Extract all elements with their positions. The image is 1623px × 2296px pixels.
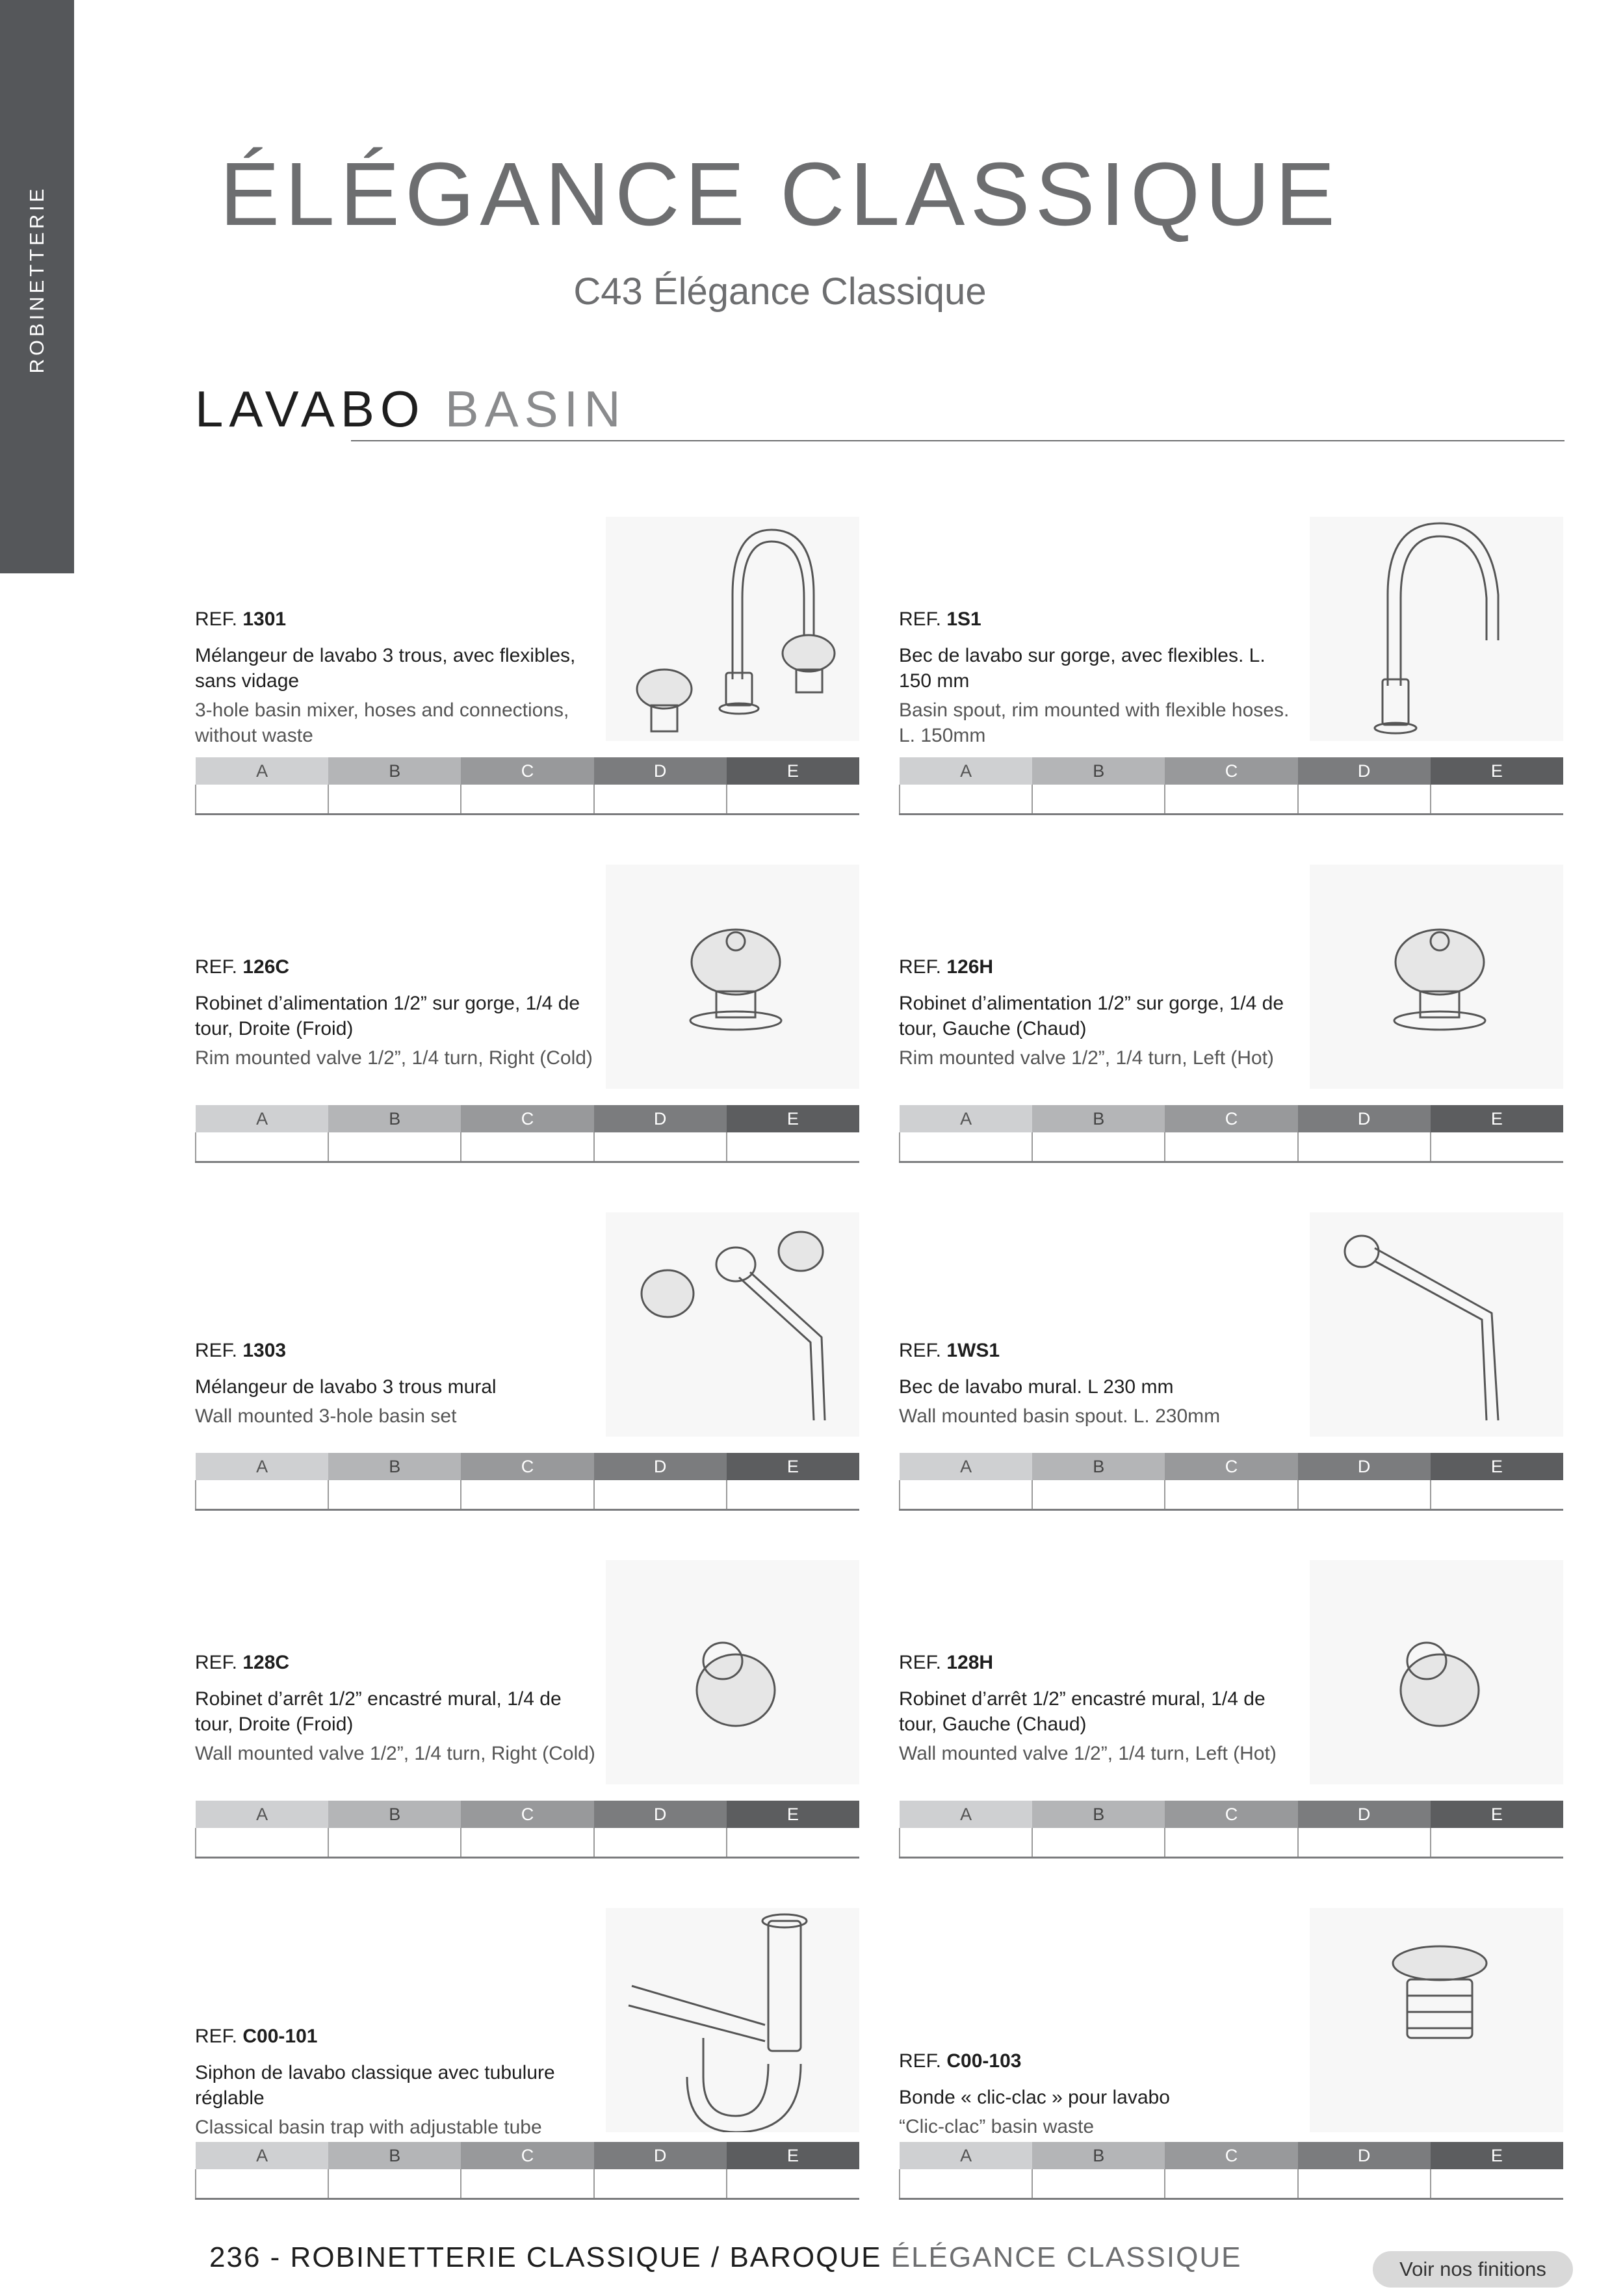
product-ref: REF. 1301 — [195, 608, 287, 630]
finish-table — [899, 757, 1563, 815]
product-ref: REF. 128C — [195, 1652, 290, 1673]
product-card — [195, 1908, 859, 2210]
product-card — [899, 1560, 1563, 1862]
finish-cell — [1298, 1132, 1431, 1162]
finish-cell — [1032, 1132, 1165, 1162]
finish-header-a: A — [900, 757, 1032, 785]
product-description-en: Wall mounted 3-hole basin set — [195, 1405, 457, 1427]
finish-cell — [328, 1828, 461, 1858]
product-info — [899, 1339, 1302, 1429]
product-description-en: Rim mounted valve 1/2”, 1/4 turn, Left (Hot) — [899, 1047, 1274, 1069]
finish-header-e: E — [727, 1801, 859, 1828]
product-description-en: Rim mounted valve 1/2”, 1/4 turn, Right (Cold) — [195, 1047, 593, 1069]
three-hole-mixer-icon — [606, 517, 859, 741]
section-divider — [351, 440, 1565, 441]
product-ref: REF. C00-101 — [195, 2026, 318, 2047]
finish-header-d: D — [594, 1453, 727, 1480]
finish-cell — [1298, 1480, 1431, 1510]
section-title — [195, 380, 627, 437]
finish-cell — [1298, 785, 1431, 815]
product-description-en: Wall mounted basin spout. L. 230mm — [899, 1405, 1221, 1427]
product-info — [899, 956, 1302, 1071]
finish-header-e: E — [1431, 1453, 1563, 1480]
finish-cell — [594, 2169, 727, 2199]
finish-table — [899, 2142, 1563, 2200]
product-description-en: Wall mounted valve 1/2”, 1/4 turn, Right (Cold) — [195, 1743, 595, 1764]
finish-cell — [727, 1480, 859, 1510]
finish-header-d: D — [594, 1801, 727, 1828]
finish-cell — [900, 1132, 1032, 1162]
finish-header-d: D — [1298, 757, 1431, 785]
finish-cell — [196, 1132, 328, 1162]
section-title-fr: LAVABO — [195, 380, 426, 437]
product-info — [899, 608, 1302, 748]
finish-cell — [196, 785, 328, 815]
finish-cell — [900, 785, 1032, 815]
finish-cell — [196, 2169, 328, 2199]
product-card — [195, 1212, 859, 1515]
product-description-fr: Mélangeur de lavabo 3 trous mural — [195, 1376, 497, 1398]
finish-cell — [727, 785, 859, 815]
finish-header-c: C — [461, 1453, 593, 1480]
finish-header-c: C — [461, 2142, 593, 2169]
footer-category: ROBINETTERIE CLASSIQUE / BAROQUE — [290, 2241, 882, 2273]
finish-header-b: B — [328, 2142, 461, 2169]
finish-cell — [328, 1480, 461, 1510]
finish-header-b: B — [328, 1105, 461, 1132]
product-ref: REF. 128H — [899, 1652, 994, 1673]
finish-header-d: D — [1298, 1453, 1431, 1480]
basin-trap-icon — [606, 1908, 859, 2132]
finish-cell — [196, 1828, 328, 1858]
finish-header-a: A — [196, 1801, 328, 1828]
finish-header-b: B — [1032, 1105, 1165, 1132]
clic-clac-waste-icon — [1310, 1908, 1563, 2132]
product-description-fr: Mélangeur de lavabo 3 trous, avec flexibles, sans vidage — [195, 645, 576, 692]
finish-header-b: B — [1032, 2142, 1165, 2169]
finish-header-a: A — [196, 1453, 328, 1480]
product-description-fr: Robinet d’arrêt 1/2” encastré mural, 1/4 de tour, Gauche (Chaud) — [899, 1688, 1266, 1735]
product-description-en: 3-hole basin mixer, hoses and connections, without waste — [195, 699, 569, 746]
finish-header-a: A — [196, 1105, 328, 1132]
finish-cell — [1032, 1828, 1165, 1858]
product-description-en: Classical basin trap with adjustable tube — [195, 2117, 542, 2138]
product-description-fr: Bonde « clic-clac » pour lavabo — [899, 2087, 1170, 2108]
finish-header-a: A — [900, 1105, 1032, 1132]
product-description-fr: Bec de lavabo sur gorge, avec flexibles. L. 150 mm — [899, 645, 1266, 692]
basin-spout-icon — [1310, 517, 1563, 741]
finish-header-e: E — [727, 757, 859, 785]
finish-cell — [900, 2169, 1032, 2199]
finish-header-c: C — [1165, 2142, 1297, 2169]
product-ref: REF. 126H — [899, 956, 994, 978]
wall-spout-icon — [1310, 1212, 1563, 1437]
finish-header-d: D — [594, 757, 727, 785]
finish-cell — [1431, 1480, 1563, 1510]
rim-valve-icon — [1310, 865, 1563, 1089]
finish-table — [195, 1453, 859, 1511]
finish-header-a: A — [900, 1453, 1032, 1480]
product-info — [195, 1651, 598, 1766]
finish-header-c: C — [1165, 1801, 1297, 1828]
finish-header-a: A — [196, 757, 328, 785]
product-description-en: “Clic-clac” basin waste — [899, 2116, 1095, 2137]
finish-header-d: D — [1298, 2142, 1431, 2169]
product-info — [195, 956, 598, 1071]
finish-cell — [594, 1480, 727, 1510]
view-finishes-button[interactable]: Voir nos finitions — [1373, 2251, 1573, 2288]
product-description-fr: Robinet d’alimentation 1/2” sur gorge, 1/4 de tour, Droite (Froid) — [195, 993, 580, 1039]
finish-cell — [1032, 785, 1165, 815]
page-title: ÉLÉGANCE CLASSIQUE — [220, 144, 1340, 244]
finish-header-e: E — [1431, 757, 1563, 785]
finish-table — [195, 757, 859, 815]
wall-mixer-icon — [606, 1212, 859, 1437]
finish-header-c: C — [1165, 1453, 1297, 1480]
product-description-fr: Robinet d’arrêt 1/2” encastré mural, 1/4 de tour, Droite (Froid) — [195, 1688, 562, 1735]
finish-header-e: E — [1431, 1801, 1563, 1828]
product-ref: REF. 1303 — [195, 1340, 287, 1361]
product-ref: REF. 126C — [195, 956, 290, 978]
finish-header-d: D — [1298, 1801, 1431, 1828]
finish-cell — [328, 1132, 461, 1162]
finish-header-e: E — [727, 2142, 859, 2169]
finish-header-b: B — [328, 1801, 461, 1828]
product-info — [195, 608, 598, 748]
finish-table — [899, 1801, 1563, 1859]
finish-cell — [727, 1828, 859, 1858]
finish-table — [899, 1105, 1563, 1163]
finish-table — [195, 2142, 859, 2200]
finish-cell — [594, 1828, 727, 1858]
product-description-en: Basin spout, rim mounted with flexible hoses. L. 150mm — [899, 699, 1290, 746]
finish-header-e: E — [1431, 2142, 1563, 2169]
page-footer — [209, 2241, 1241, 2274]
product-card — [899, 865, 1563, 1167]
finish-cell — [461, 1480, 593, 1510]
finish-header-b: B — [1032, 757, 1165, 785]
finish-cell — [1431, 1132, 1563, 1162]
product-info — [899, 1651, 1302, 1766]
product-card — [899, 517, 1563, 819]
product-card — [899, 1908, 1563, 2210]
product-card — [195, 517, 859, 819]
wall-valve-icon — [1310, 1560, 1563, 1784]
finish-cell — [461, 2169, 593, 2199]
wall-valve-icon — [606, 1560, 859, 1784]
finish-header-e: E — [1431, 1105, 1563, 1132]
section-title-en: BASIN — [445, 380, 627, 437]
product-info — [195, 1339, 598, 1429]
finish-header-a: A — [196, 2142, 328, 2169]
finish-header-b: B — [1032, 1801, 1165, 1828]
finish-table — [899, 1453, 1563, 1511]
product-card — [195, 865, 859, 1167]
finish-header-b: B — [1032, 1453, 1165, 1480]
finish-cell — [1165, 1132, 1297, 1162]
finish-header-b: B — [328, 1453, 461, 1480]
finish-cell — [594, 785, 727, 815]
page-number: 236 — [209, 2241, 261, 2273]
finish-cell — [1165, 785, 1297, 815]
finish-header-e: E — [727, 1453, 859, 1480]
finish-cell — [900, 1828, 1032, 1858]
product-info — [195, 2025, 598, 2140]
side-tab-label: ROBINETTERIE — [25, 185, 48, 374]
finish-cell — [1165, 1480, 1297, 1510]
finish-cell — [1298, 1828, 1431, 1858]
finish-header-c: C — [1165, 757, 1297, 785]
product-ref: REF. 1S1 — [899, 608, 981, 630]
finish-header-d: D — [1298, 1105, 1431, 1132]
finish-cell — [461, 1132, 593, 1162]
finish-header-a: A — [900, 2142, 1032, 2169]
finish-cell — [1431, 2169, 1563, 2199]
product-description-fr: Bec de lavabo mural. L 230 mm — [899, 1376, 1174, 1398]
finish-cell — [1298, 2169, 1431, 2199]
finish-cell — [328, 785, 461, 815]
footer-collection: ÉLÉGANCE CLASSIQUE — [890, 2241, 1242, 2273]
finish-cell — [727, 1132, 859, 1162]
finish-header-c: C — [1165, 1105, 1297, 1132]
footer-separator: - — [270, 2241, 281, 2273]
product-description-en: Wall mounted valve 1/2”, 1/4 turn, Left (Hot) — [899, 1743, 1277, 1764]
finish-cell — [1431, 785, 1563, 815]
finish-cell — [196, 1480, 328, 1510]
product-card — [195, 1560, 859, 1862]
finish-header-b: B — [328, 757, 461, 785]
finish-cell — [328, 2169, 461, 2199]
product-ref: REF. 1WS1 — [899, 1340, 1000, 1361]
finish-cell — [594, 1132, 727, 1162]
finish-header-d: D — [594, 1105, 727, 1132]
product-info — [899, 2050, 1302, 2139]
finish-cell — [1165, 1828, 1297, 1858]
finish-header-e: E — [727, 1105, 859, 1132]
finish-cell — [727, 2169, 859, 2199]
rim-valve-icon — [606, 865, 859, 1089]
finish-header-c: C — [461, 757, 593, 785]
finish-cell — [1165, 2169, 1297, 2199]
finish-header-a: A — [900, 1801, 1032, 1828]
finish-cell — [1032, 1480, 1165, 1510]
product-card — [899, 1212, 1563, 1515]
finish-cell — [461, 1828, 593, 1858]
product-description-fr: Siphon de lavabo classique avec tubulure réglable — [195, 2062, 555, 2109]
finish-header-c: C — [461, 1105, 593, 1132]
page-subtitle: C43 Élégance Classique — [573, 270, 987, 313]
finish-table — [195, 1105, 859, 1163]
product-description-fr: Robinet d’alimentation 1/2” sur gorge, 1/4 de tour, Gauche (Chaud) — [899, 993, 1284, 1039]
finish-cell — [1431, 1828, 1563, 1858]
side-tab — [0, 0, 74, 573]
finish-cell — [461, 785, 593, 815]
product-ref: REF. C00-103 — [899, 2050, 1022, 2072]
finish-header-c: C — [461, 1801, 593, 1828]
finish-table — [195, 1801, 859, 1859]
finish-header-d: D — [594, 2142, 727, 2169]
finish-cell — [900, 1480, 1032, 1510]
finish-cell — [1032, 2169, 1165, 2199]
